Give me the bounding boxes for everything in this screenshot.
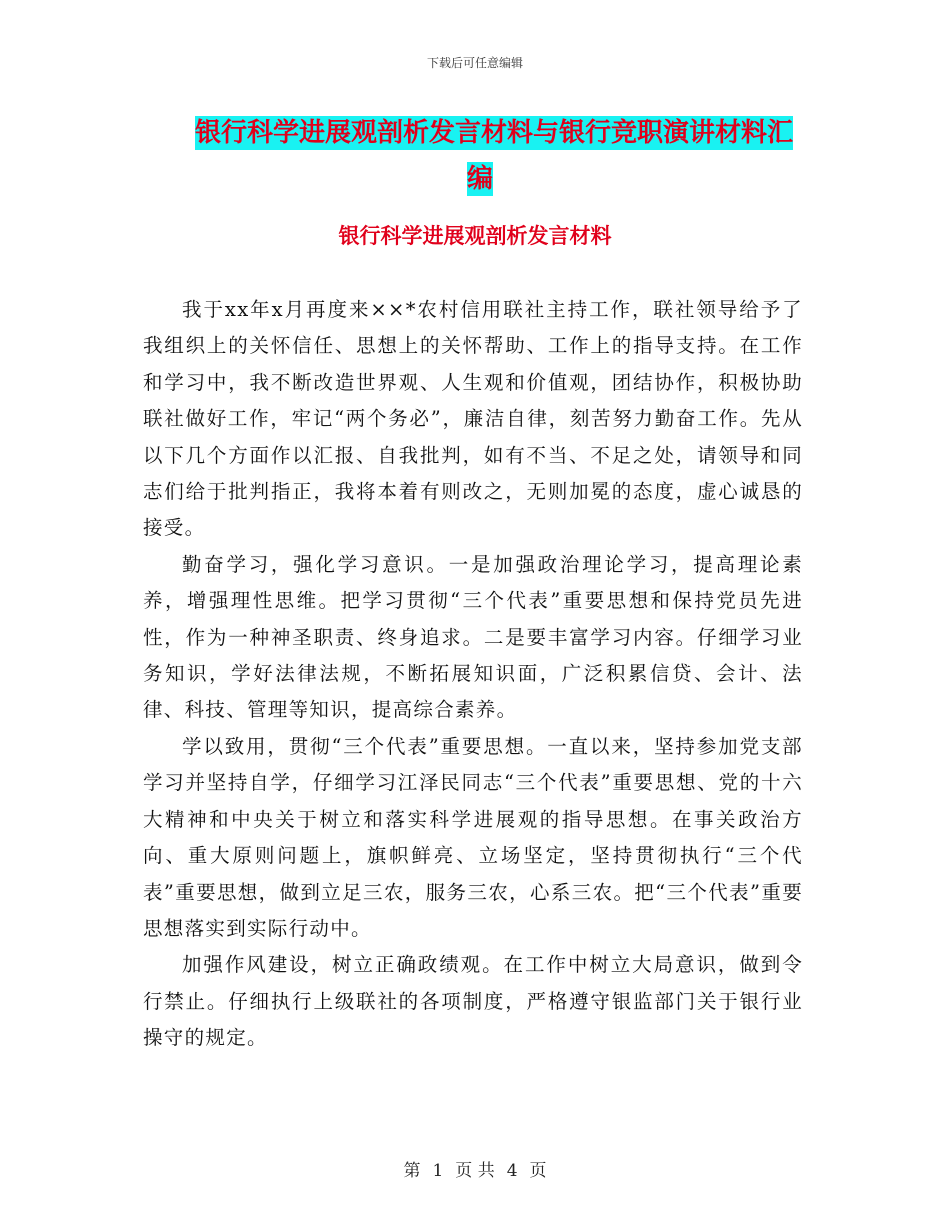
page-footer [0,1156,950,1181]
footer-page-number: 1 [432,1161,444,1181]
paragraph-2: 勤奋学习，强化学习意识。一是加强政治理论学习，提高理论素养，增强理性思维。把学习贯彻“三个代表”重要思想和保持党员先进性，作为一种神圣职责、终身追求。二是要丰富学习内容。仔细学习业务知识，学好法律法规，不断拓展知识面，广泛积累信贷、会计、法律、科技、管理等知识，提高综合素养。 [143,552,803,722]
footer-suffix: 页 [529,1161,547,1181]
header-note: 下载后可任意编辑 [426,56,523,70]
paragraph-3: 学以致用，贯彻“三个代表”重要思想。一直以来，坚持参加党支部学习并坚持自学，仔细学习江泽民同志“三个代表”重要思想、党的十六大精神和中央关于树立和落实科学进展观的指导思想。在事关政治方向、重大原则问题上，旗帜鲜亮、立场坚定，坚持贯彻执行“三个代表”重要思想，做到立足三农，服务三农，心系三农。把“三个代表”重要思想落实到实际行动中。 [143,734,803,940]
footer-total-pages: 4 [506,1161,518,1181]
document-title [195,110,815,202]
title-line-2: 编 [466,164,493,194]
document-body [143,292,803,1057]
paragraph-1: 我于xx年x月再度来××*农村信用联社主持工作，联社领导给予了我组织上的关怀信任、思想上的关怀帮助、工作上的指导支持。在工作和学习中，我不断改造世界观、人生观和价值观，团结协作，积极协助联社做好工作，牢记“两个务必”，廉洁自律，刻苦努力勤奋工作。先从以下几个方面作以汇报、自我批判，如有不当、不足之处，请领导和同志们给于批判指正，我将本着有则改之，无则加冕的态度，虚心诚恳的接受。 [143,298,803,540]
footer-prefix: 第 [403,1161,421,1181]
footer-mid: 页 共 [455,1161,495,1181]
title-line-1: 银行科学进展观剖析发言材料与银行竞职演讲材料汇 [195,118,794,148]
section-title: 银行科学进展观剖析发言材料 [338,224,612,248]
paragraph-4: 加强作风建设，树立正确政绩观。在工作中树立大局意识，做到令行禁止。仔细执行上级联社的各项制度，严格遵守银监部门关于银行业操守的规定。 [143,953,803,1050]
